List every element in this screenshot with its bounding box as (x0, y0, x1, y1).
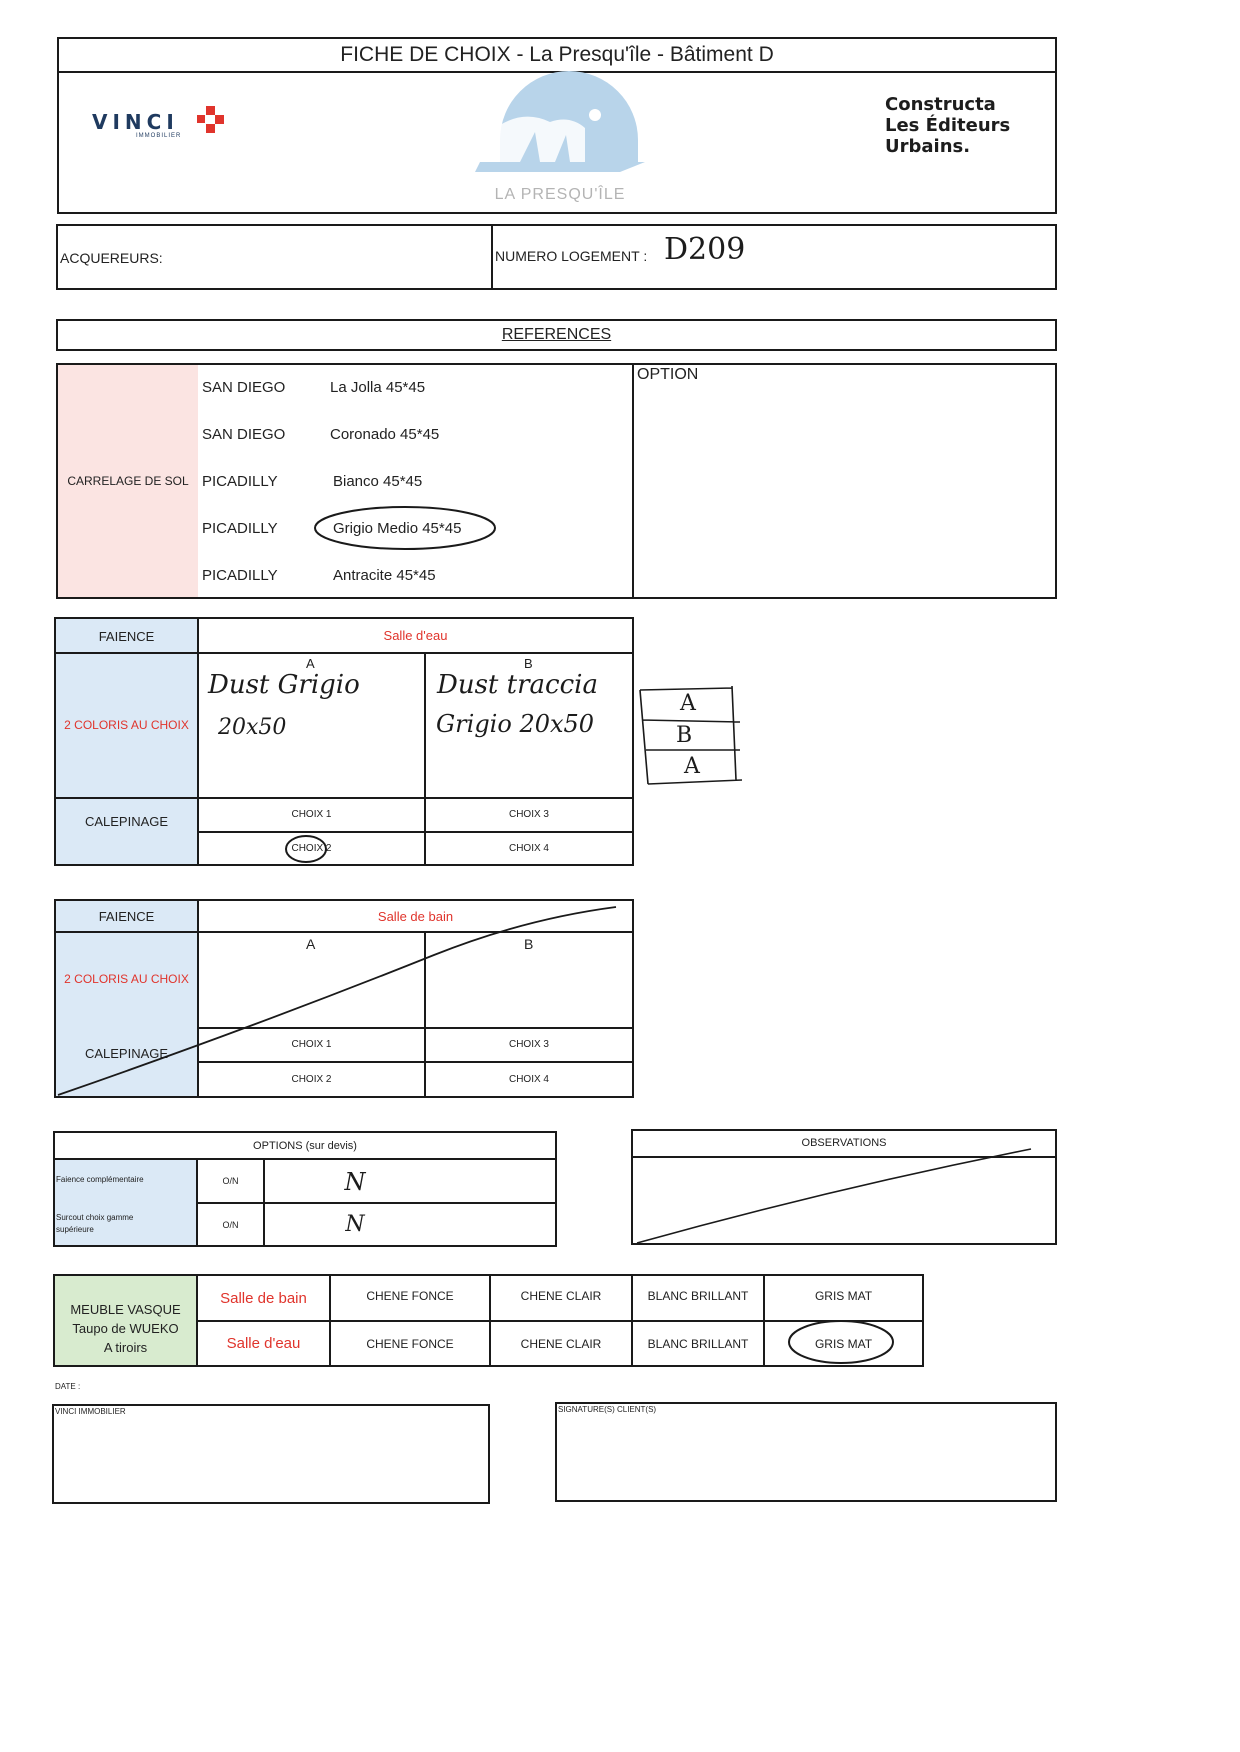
faience-eau-hline-1 (54, 652, 634, 654)
date-label: DATE : (55, 1382, 81, 1391)
strike-line-salle-de-bain (54, 899, 634, 1099)
meuble-row-1-choice-1: CHENE FONCE (366, 1289, 454, 1303)
strike-line-observations (631, 1129, 1057, 1245)
meuble-label-line-2: Taupo de WUEKO (72, 1321, 179, 1336)
client-signature-label: SIGNATURE(S) CLIENT(S) (558, 1405, 657, 1414)
faience-eau-choix-1: CHOIX 1 (291, 809, 332, 820)
meuble-label-line-1: MEUBLE VASQUE (70, 1302, 181, 1317)
meuble-row-1-choice-4: GRIS MAT (814, 1289, 873, 1303)
faience-eau-col-a: A (306, 656, 315, 671)
carrelage-label: CARRELAGE DE SOL (67, 474, 189, 488)
vinci-logo-text: VINCI (92, 110, 179, 134)
observations-title: OBSERVATIONS (801, 1137, 887, 1149)
faience-bain-colors-label: 2 COLORIS AU CHOIX (64, 972, 189, 986)
faience-bain-choix-3: CHOIX 3 (508, 1039, 549, 1050)
faience-eau-hand-a2: 20x50 (218, 715, 287, 740)
options-row-1-value: N (344, 1168, 366, 1196)
ref-brand-2: SAN DIEGO (202, 426, 286, 443)
ref-product-4: Grigio Medio 45*45 (333, 520, 462, 537)
vinci-logo-sub: IMMOBILIER (136, 133, 182, 139)
ref-brand-5: PICADILLY (202, 567, 278, 584)
sketch-label-3: A (684, 754, 700, 779)
vinci-logo (92, 106, 232, 146)
vinci-logo-mark (197, 106, 227, 136)
constructa-line-2: Les Éditeurs (885, 115, 1011, 136)
faience-eau-choix-4: CHOIX 4 (508, 843, 549, 854)
options-title: OPTIONS (sur devis) (253, 1139, 357, 1152)
faience-bain-choix-2: CHOIX 2 (291, 1074, 332, 1085)
meuble-label-line-3: A tiroirs (103, 1340, 148, 1355)
meuble-row-2-choice-4: GRIS MAT (814, 1336, 873, 1351)
constructa-logo (885, 94, 1035, 157)
buyer-divider (491, 224, 493, 290)
vinci-signature-label: VINCI IMMOBILIER (55, 1407, 126, 1416)
meuble-row-2-choice-1: CHENE FONCE (366, 1336, 454, 1351)
faience-eau-hand-b1: Dust traccia (437, 670, 598, 700)
faience-eau-label: FAIENCE (98, 628, 155, 644)
client-signature-box (555, 1402, 1057, 1502)
faience-bain-room: Salle de bain (377, 908, 454, 924)
sketch-label-2: B (676, 723, 693, 748)
selection-circle-choix-2 (284, 831, 334, 867)
faience-bain-choix-4: CHOIX 4 (508, 1074, 549, 1085)
meuble-row-1-choice-3: BLANC BRILLANT (647, 1289, 749, 1303)
faience-eau-colors-label: 2 COLORIS AU CHOIX (64, 718, 189, 732)
numero-logement-value: D209 (664, 232, 746, 267)
faience-eau-calepinage-label: CALEPINAGE (84, 813, 169, 829)
faience-bain-choix-1: CHOIX 1 (291, 1039, 332, 1050)
ref-product-3: Bianco 45*45 (333, 473, 423, 490)
option-divider (632, 363, 634, 599)
ref-brand-4: PICADILLY (202, 520, 278, 537)
faience-bain-col-b: B (524, 936, 534, 952)
meuble-row-1-choice-2: CHENE CLAIR (520, 1289, 602, 1303)
options-row-1-on: O/N (222, 1176, 239, 1186)
numero-logement-label: NUMERO LOGEMENT : (495, 248, 648, 264)
faience-eau-choix-3: CHOIX 3 (508, 809, 549, 820)
options-row-2-on: O/N (222, 1219, 239, 1230)
ref-product-5: Antracite 45*45 (333, 567, 436, 584)
options-row-2-label: Surcout choix gamme supérieure (56, 1213, 134, 1234)
acquereurs-label: ACQUEREURS: (60, 250, 163, 266)
faience-eau-hand-b2: Grigio 20x50 (436, 710, 595, 738)
meuble-row-2-choice-3: BLANC BRILLANT (647, 1336, 749, 1351)
meuble-row-2-choice-2: CHENE CLAIR (520, 1336, 602, 1351)
options-row-2-value: N (345, 1212, 365, 1237)
faience-bain-col-a: A (306, 936, 316, 952)
selection-circle-grigio-medio (312, 504, 502, 554)
ref-product-2: Coronado 45*45 (330, 426, 440, 443)
selection-circle-gris-mat (786, 1318, 898, 1368)
meuble-row-2-room: Salle d'eau (226, 1335, 301, 1352)
presquile-logo-mark (470, 80, 650, 180)
ref-brand-3: PICADILLY (202, 473, 278, 490)
constructa-line-3: Urbains. (885, 136, 971, 157)
presquile-logo-text: LA PRESQU'ÎLE (494, 186, 626, 203)
ref-product-1: La Jolla 45*45 (330, 379, 426, 396)
vinci-signature-box (52, 1404, 490, 1504)
faience-eau-room: Salle d'eau (383, 627, 448, 643)
options-row-1-label: Faience complémentaire (56, 1175, 144, 1184)
constructa-line-1: Constructa (885, 94, 996, 115)
option-label: OPTION (637, 366, 699, 383)
meuble-label (55, 1300, 196, 1357)
meuble-row-1-room: Salle de bain (220, 1289, 307, 1307)
ref-brand-1: SAN DIEGO (202, 379, 286, 396)
faience-eau-hand-a1: Dust Grigio (208, 670, 360, 700)
faience-bain-label: FAIENCE (98, 908, 155, 924)
faience-bain-calepinage-label: CALEPINAGE (84, 1045, 169, 1061)
references-title: REFERENCES (501, 326, 612, 343)
faience-eau-col-b: B (524, 656, 533, 671)
sketch-label-1: A (680, 691, 696, 716)
page-title: FICHE DE CHOIX - La Presqu'île - Bâtiment D (340, 43, 774, 66)
faience-eau-choix-2: CHOIX 2 (291, 843, 332, 854)
